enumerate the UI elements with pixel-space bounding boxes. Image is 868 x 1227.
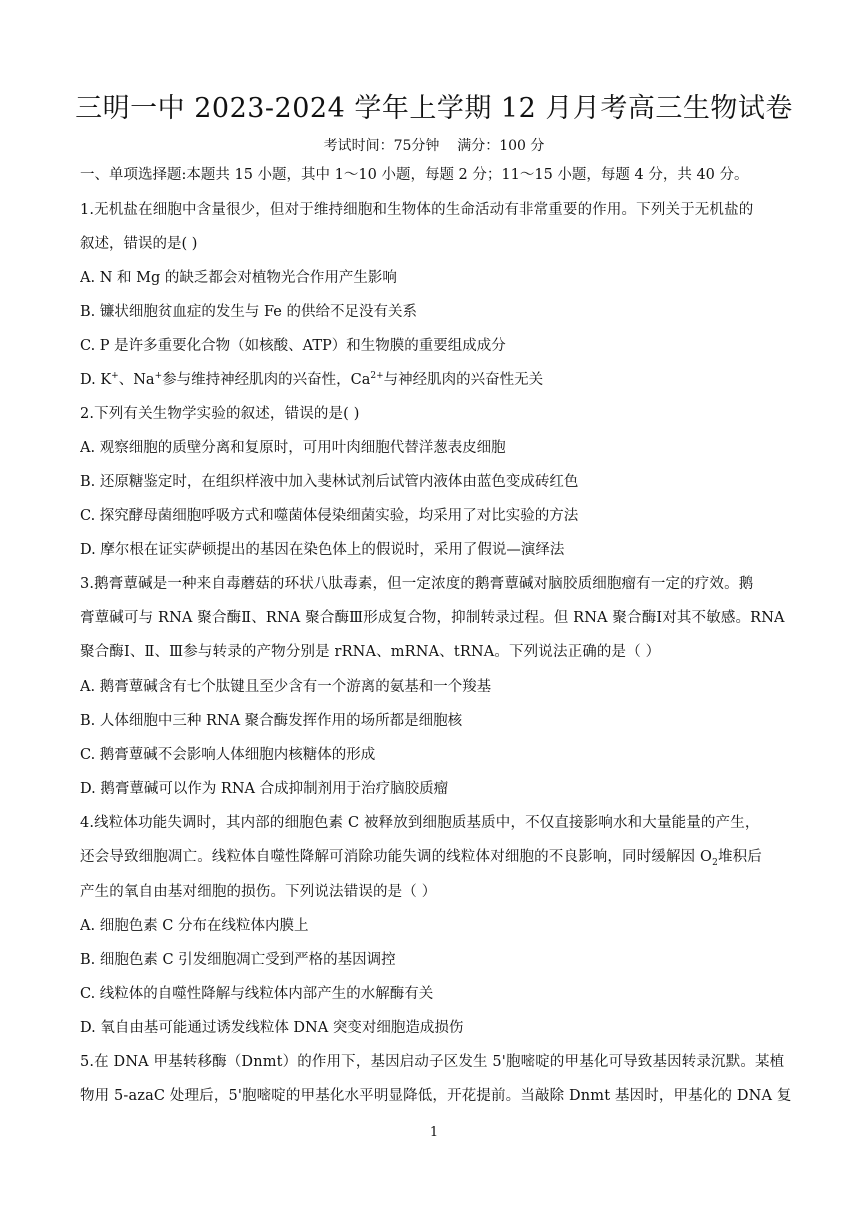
- question-4-option-c: C. 线粒体的自噬性降解与线粒体内部产生的水解酶有关: [80, 986, 434, 1002]
- question-3-option-d: D. 鹅膏蕈碱可以作为 RNA 合成抑制剂用于治疗脑胶质瘤: [80, 781, 449, 797]
- question-4-option-d: D. 氧自由基可能通过诱发线粒体 DNA 突变对细胞造成损伤: [80, 1020, 464, 1036]
- superscript: 2+: [370, 371, 384, 382]
- question-3-stem-line-2: 膏蕈碱可与 RNA 聚合酶Ⅱ、RNA 聚合酶Ⅲ形成复合物，抑制转录过程。但 RNA 聚合酶Ⅰ对其不敏感。RNA: [80, 610, 785, 626]
- question-4-stem-line-1: 4.线粒体功能失调时，其内部的细胞色素 C 被释放到细胞质基质中，不仅直接影响水和大量能量的产生，: [80, 815, 760, 831]
- exam-info: 考试时间：75分钟 满分：100 分: [323, 138, 545, 154]
- question-3-option-c: C. 鹅膏蕈碱不会影响人体细胞内核糖体的形成: [80, 747, 376, 763]
- stem-text: 堆积后: [717, 849, 762, 865]
- question-2-option-b: B. 还原糖鉴定时，在组织样液中加入斐林试剂后试管内液体由蓝色变成砖红色: [80, 474, 579, 490]
- page-title: 三明一中 2023-2024 学年上学期 12 月月考高三生物试卷: [75, 93, 793, 124]
- question-3-stem-line-1: 3.鹅膏蕈碱是一种来自毒蘑菇的环状八肽毒素，但一定浓度的鹅膏蕈碱对脑胶质细胞瘤有一定的疗效。鹅: [80, 576, 754, 592]
- question-1-option-b: B. 镰状细胞贫血症的发生与 Fe 的供给不足没有关系: [80, 304, 417, 320]
- page-number: 1: [429, 1125, 439, 1140]
- question-1-stem-line-2: 叙述，错误的是( ): [80, 236, 198, 252]
- question-1-option-c: C. P 是许多重要化合物（如核酸、ATP）和生物膜的重要组成成分: [80, 338, 506, 354]
- section-heading: 一、单项选择题:本题共 15 小题，其中 1～10 小题，每题 2 分；11～15 小题，每题 4 分，共 40 分。: [80, 167, 749, 183]
- question-4-stem-line-2: [80, 847, 796, 867]
- question-5-stem-line-2: 物用 5-azaC 处理后，5'胞嘧啶的甲基化水平明显降低，开花提前。当敲除 Dnmt 基因时，甲基化的 DNA 复: [80, 1088, 792, 1104]
- question-2-option-a: A. 观察细胞的质壁分离和复原时，可用叶肉细胞代替洋葱表皮细胞: [80, 440, 506, 456]
- question-3-option-b: B. 人体细胞中三种 RNA 聚合酶发挥作用的场所都是细胞核: [80, 713, 463, 729]
- question-5-stem-line-1: 5.在 DNA 甲基转移酶（Dnmt）的作用下，基因启动子区发生 5'胞嘧啶的甲基化可导致基因转录沉默。某植: [80, 1054, 785, 1070]
- option-d-text: D. K: [80, 372, 112, 388]
- option-d-text: 与神经肌肉的兴奋性无关: [383, 372, 544, 388]
- stem-text: 还会导致细胞凋亡。线粒体自噬性降解可消除功能失调的线粒体对细胞的不良影响，同时缓解因 O: [80, 849, 713, 865]
- question-1-option-d: [80, 370, 796, 390]
- option-d-text: 参与维持神经肌肉的兴奋性，Ca: [162, 372, 371, 388]
- question-1-stem-line-1: 1.无机盐在细胞中含量很少，但对于维持细胞和生物体的生命活动有非常重要的作用。下列关于无机盐的: [80, 202, 754, 218]
- question-2-option-c: C. 探究酵母菌细胞呼吸方式和噬菌体侵染细菌实验，均采用了对比实验的方法: [80, 508, 579, 524]
- question-4-option-a: A. 细胞色素 C 分布在线粒体内膜上: [80, 918, 309, 934]
- question-3-option-a: A. 鹅膏蕈碱含有七个肽键且至少含有一个游离的氨基和一个羧基: [80, 679, 492, 695]
- question-2-stem: 2.下列有关生物学实验的叙述，错误的是( ): [80, 406, 360, 422]
- question-1-option-a: A. N 和 Mg 的缺乏都会对植物光合作用产生影响: [80, 270, 397, 286]
- option-d-text: 、Na: [118, 372, 155, 388]
- question-3-stem-line-3: 聚合酶Ⅰ、Ⅱ、Ⅲ参与转录的产物分别是 rRNA、mRNA、tRNA。下列说法正确的是（ ）: [80, 644, 661, 660]
- question-2-option-d: D. 摩尔根在证实萨顿提出的基因在染色体上的假说时，采用了假说—演绎法: [80, 542, 565, 558]
- superscript: +: [154, 371, 163, 382]
- question-4-stem-line-3: 产生的氧自由基对细胞的损伤。下列说法错误的是（ ）: [80, 884, 437, 900]
- superscript: +: [111, 371, 119, 382]
- subscript: 2: [712, 857, 718, 867]
- question-4-option-b: B. 细胞色素 C 引发细胞凋亡受到严格的基因调控: [80, 952, 396, 968]
